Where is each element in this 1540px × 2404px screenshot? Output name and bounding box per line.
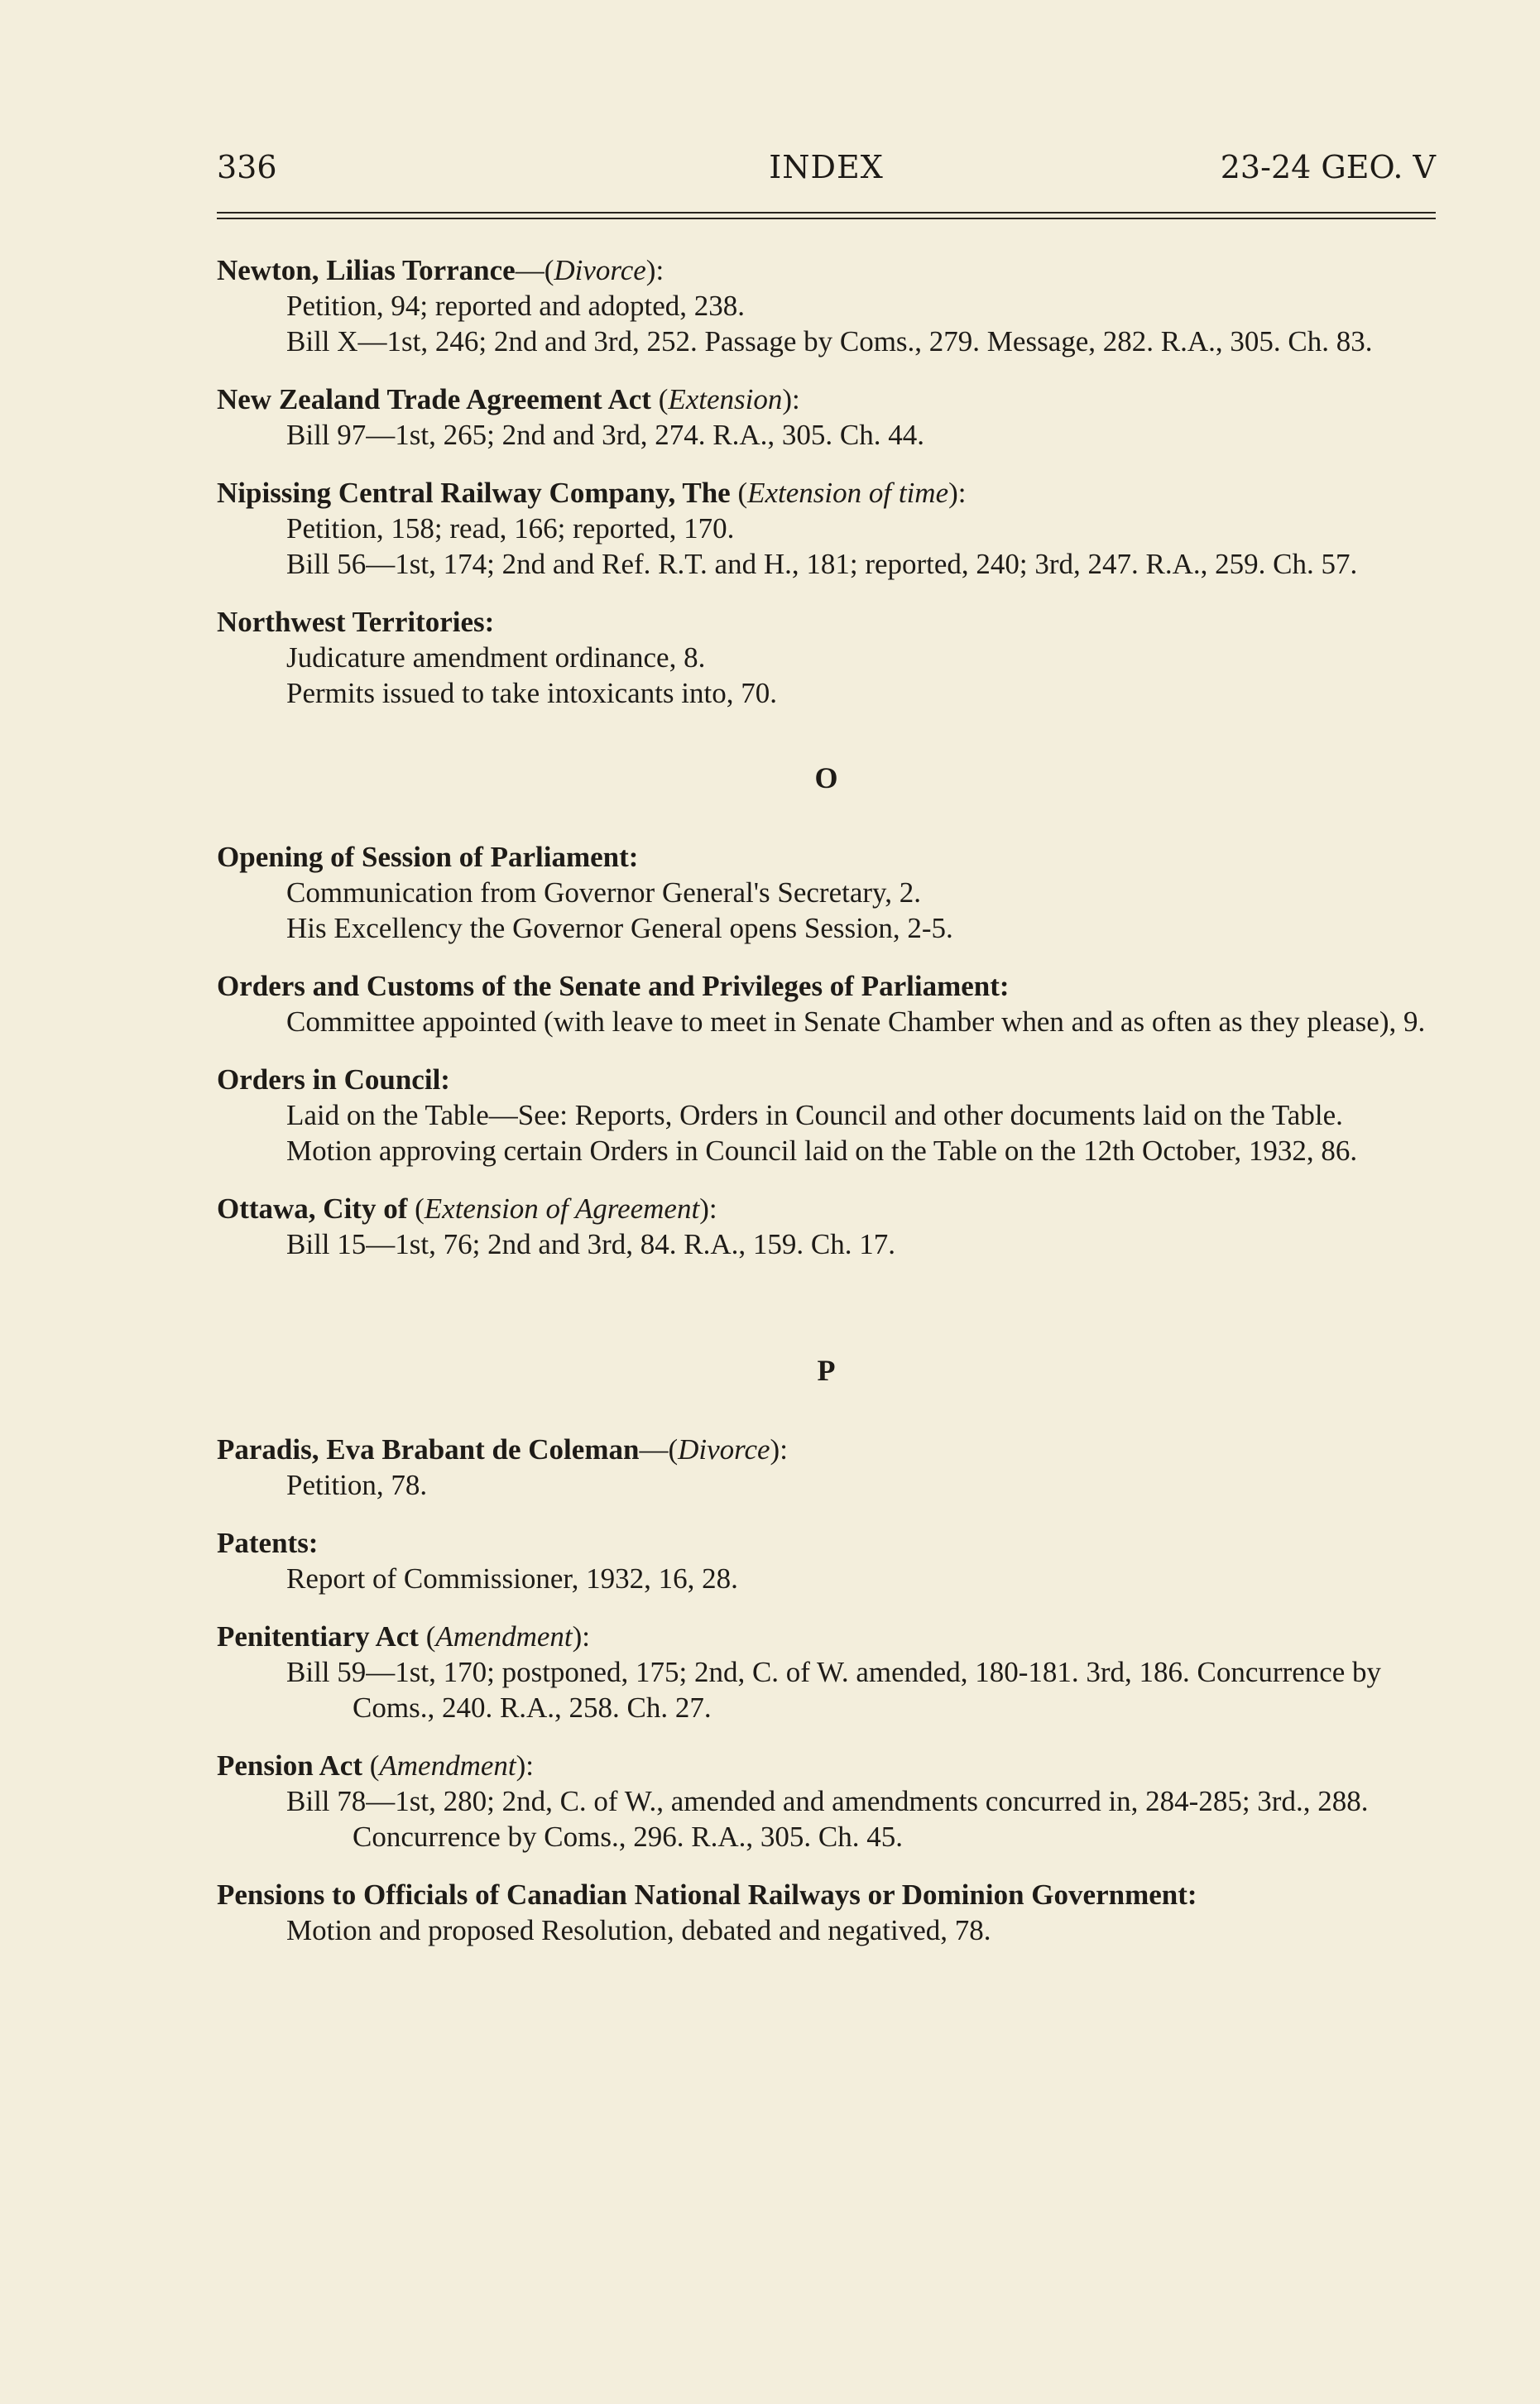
page-header xyxy=(217,149,1436,199)
entry-qualifier: Amendment xyxy=(435,1620,573,1653)
index-entry xyxy=(217,839,1436,946)
entry-line: Communication from Governor General's Secretary, 2. xyxy=(286,876,921,909)
index-entry xyxy=(217,1525,1436,1596)
index-entry xyxy=(217,1877,1436,1948)
index-entry xyxy=(217,252,1436,359)
entry-heading-text: Paradis, Eva Brabant de Coleman xyxy=(217,1433,640,1466)
header-rule-top xyxy=(217,212,1436,214)
page-number: 336 xyxy=(217,149,277,185)
entry-heading-text: Orders and Customs of the Senate and Privileges of Parliament: xyxy=(217,970,1010,1002)
entry-qualifier: Divorce xyxy=(554,254,646,286)
entry-line: Motion approving certain Orders in Council laid on the Table on the 12th October, 1932, 86. xyxy=(286,1135,1358,1167)
entry-heading: Nipissing Central Railway Company, The (Extension of time): xyxy=(217,477,967,509)
entry-heading xyxy=(217,1525,1436,1561)
entry-line: Committee appointed (with leave to meet in Senate Chamber when and as often as they please), 9. xyxy=(286,1005,1426,1038)
entry-heading xyxy=(217,968,1436,1004)
entry-line: Judicature amendment ordinance, 8. xyxy=(286,641,706,674)
entry-heading: Penitentiary Act (Amendment): xyxy=(217,1620,590,1653)
index-content xyxy=(217,252,1436,1970)
entry-line: Laid on the Table—See: Reports, Orders in Council and other documents laid on the Table. xyxy=(286,1099,1343,1131)
entry-heading xyxy=(217,1877,1436,1912)
running-head: 23-24 GEO. V xyxy=(1220,149,1436,185)
entry-line: Petition, 78. xyxy=(286,1469,428,1501)
entry-line: His Excellency the Governor General opens Session, 2-5. xyxy=(286,912,953,944)
entry-heading-text: New Zealand Trade Agreement Act xyxy=(217,383,651,415)
index-entry xyxy=(217,1748,1436,1855)
entry-line: Bill 59—1st, 170; postponed, 175; 2nd, C. of W. amended, 180-181. 3rd, 186. Concurrence by Coms., 240. R.A., 258. Ch. 27. xyxy=(286,1656,1382,1724)
entry-line: Petition, 94; reported and adopted, 238. xyxy=(286,290,746,322)
entry-line: Bill X—1st, 246; 2nd and 3rd, 252. Passage by Coms., 279. Message, 282. R.A., 305. Ch. 83. xyxy=(286,325,1373,357)
entry-heading-text: Northwest Territories: xyxy=(217,606,495,638)
entry-heading-text: Ottawa, City of xyxy=(217,1192,408,1225)
index-entry xyxy=(217,381,1436,453)
entry-heading: Ottawa, City of (Extension of Agreement): xyxy=(217,1192,717,1225)
header-rule-bottom xyxy=(217,218,1436,219)
section-letter: O xyxy=(814,761,838,794)
entry-heading-text: Opening of Session of Parliament: xyxy=(217,841,639,873)
section-letter: P xyxy=(817,1354,836,1387)
entry-qualifier: Extension of Agreement xyxy=(424,1192,700,1225)
entry-qualifier: Amendment xyxy=(379,1749,516,1782)
entry-heading-text: Patents: xyxy=(217,1527,319,1559)
entry-heading xyxy=(217,839,1436,875)
entry-qualifier: Extension of time xyxy=(747,477,949,509)
entry-line: Bill 56—1st, 174; 2nd and Ref. R.T. and H., 181; reported, 240; 3rd, 247. R.A., 259. Ch. 57. xyxy=(286,548,1358,580)
entry-qualifier: Extension xyxy=(668,383,783,415)
entry-line: Permits issued to take intoxicants into, 70. xyxy=(286,677,778,709)
entry-line: Bill 78—1st, 280; 2nd, C. of W., amended and amendments concurred in, 284-285; 3rd., 288. Concurrence by Coms., 296. R.A., 305. Ch. 45. xyxy=(286,1785,1369,1853)
entry-line: Bill 97—1st, 265; 2nd and 3rd, 274. R.A., 305. Ch. 44. xyxy=(286,419,924,451)
index-entry xyxy=(217,1432,1436,1503)
entry-line: Report of Commissioner, 1932, 16, 28. xyxy=(286,1562,738,1595)
entry-heading: Paradis, Eva Brabant de Coleman—(Divorce): xyxy=(217,1433,788,1466)
entry-heading: New Zealand Trade Agreement Act (Extension): xyxy=(217,383,800,415)
index-entry xyxy=(217,475,1436,582)
entry-heading xyxy=(217,1062,1436,1097)
index-entry xyxy=(217,1062,1436,1168)
entry-qualifier: Divorce xyxy=(678,1433,770,1466)
entry-heading-text: Penitentiary Act xyxy=(217,1620,419,1653)
index-entry xyxy=(217,604,1436,711)
entry-line: Bill 15—1st, 76; 2nd and 3rd, 84. R.A., 159. Ch. 17. xyxy=(286,1228,895,1260)
entry-heading-text: Pension Act xyxy=(217,1749,362,1782)
entry-heading xyxy=(217,604,1436,640)
index-entry xyxy=(217,968,1436,1039)
page-title: INDEX xyxy=(769,149,884,185)
entry-heading-text: Orders in Council: xyxy=(217,1063,450,1096)
entry-heading-text: Newton, Lilias Torrance xyxy=(217,254,516,286)
entry-heading-text: Pensions to Officials of Canadian National Railways or Dominion Government: xyxy=(217,1879,1197,1911)
index-entry xyxy=(217,1191,1436,1262)
entry-line: Motion and proposed Resolution, debated and negatived, 78. xyxy=(286,1914,991,1946)
index-entry xyxy=(217,1619,1436,1725)
entry-heading-text: Nipissing Central Railway Company, The xyxy=(217,477,731,509)
entry-heading: Pension Act (Amendment): xyxy=(217,1749,535,1782)
entry-heading: Newton, Lilias Torrance—(Divorce): xyxy=(217,254,664,286)
entry-line: Petition, 158; read, 166; reported, 170. xyxy=(286,512,735,545)
